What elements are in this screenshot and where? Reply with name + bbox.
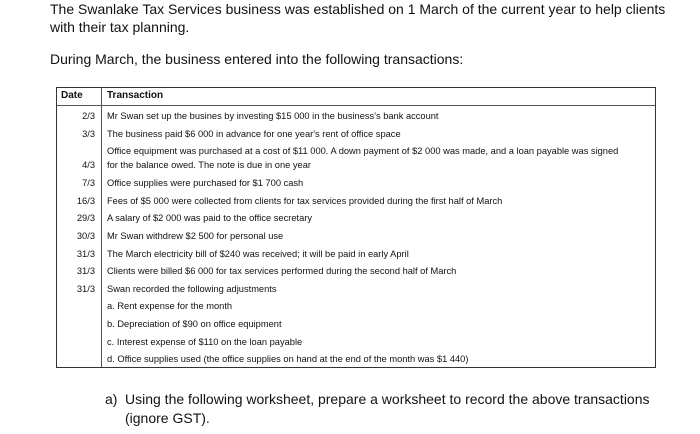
row-transaction: c. Interest expense of $110 on the loan payable: [107, 336, 303, 347]
row-date: 2/3: [82, 111, 95, 121]
row-transaction: Office supplies were purchased for $1 700 cash: [107, 178, 304, 189]
intro-text: [50, 0, 670, 68]
row-transaction: A salary of $2 000 was paid to the office secretary: [107, 213, 312, 224]
table-body: [57, 108, 655, 369]
table-row: [57, 263, 655, 281]
row-transaction: Clients were billed $6 000 for tax services performed during the second half of March: [107, 266, 457, 277]
row-date: 7/3: [82, 178, 95, 189]
row-transaction: Swan recorded the following adjustments: [107, 283, 277, 294]
row-date: 29/3: [76, 213, 95, 224]
table-row: [57, 228, 655, 246]
table-row: [57, 175, 655, 193]
row-transaction: Mr Swan set up the busines by investing $15 000 in the business's bank account: [107, 111, 439, 121]
intro-paragraph-1: The Swanlake Tax Services business was established on 1 March of the current year to help clients with their tax planning.: [50, 1, 666, 35]
table-row: [57, 143, 655, 175]
row-transaction-line-2: for the balance owed. The note is due in one year: [107, 160, 311, 171]
row-transaction: Fees of $5 000 were collected from clients for tax services provided during the first half of March: [107, 195, 503, 206]
header-transaction: Transaction: [107, 90, 164, 101]
table-row: [57, 281, 655, 299]
table-row: [57, 298, 655, 316]
transactions-table: [56, 87, 656, 368]
table-row: [57, 126, 655, 144]
row-transaction: The business paid $6 000 in advance for one year's rent of office space: [107, 128, 401, 139]
intro-paragraph-2: During March, the business entered into the following transactions:: [50, 51, 464, 67]
table-row: [57, 246, 655, 264]
row-date: 16/3: [76, 195, 95, 206]
question-label: a): [105, 391, 118, 407]
row-transaction: The March electricity bill of $240 was received; it will be paid in early April: [107, 248, 409, 259]
row-date: 31/3: [76, 283, 95, 294]
row-transaction: d. Office supplies used (the office supplies on hand at the end of the month was $1 440): [107, 354, 469, 365]
table-row: [57, 334, 655, 352]
row-date: 3/3: [82, 128, 95, 139]
header-divider: [57, 105, 655, 106]
header-date: Date: [61, 90, 83, 101]
row-date: 31/3: [76, 266, 95, 277]
row-date: 31/3: [76, 248, 95, 259]
row-transaction: Mr Swan withdrew $2 500 for personal use: [107, 230, 284, 241]
table-row: [57, 193, 655, 211]
row-transaction: a. Rent expense for the month: [107, 301, 233, 312]
table-row: [57, 210, 655, 228]
row-transaction-line-1: Office equipment was purchased at a cost of $11 000. A down payment of $2 000 was made, and a loan payable was signed: [107, 146, 619, 157]
question-text: Using the following worksheet, prepare a worksheet to record the above transactions (ignore GST).: [125, 391, 650, 426]
row-date: 30/3: [76, 230, 95, 241]
table-row: [57, 316, 655, 334]
row-date: 4/3: [82, 160, 95, 171]
row-transaction: b. Depreciation of $90 on office equipment: [107, 318, 282, 329]
table-row: [57, 351, 655, 369]
table-row: [57, 108, 655, 126]
